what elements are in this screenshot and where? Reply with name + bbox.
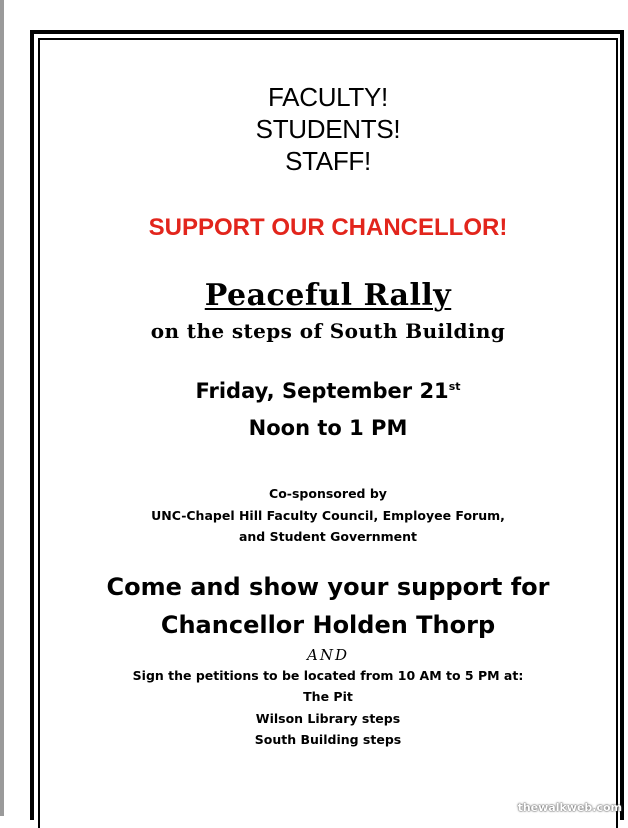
- watermark: thewalkweb.com: [517, 801, 622, 814]
- support-line-2: Chancellor Holden Thorp: [160, 611, 496, 639]
- cosponsor-orgs: UNC-Chapel Hill Faculty Council, Employee Forum,: [151, 508, 505, 523]
- event-date: [38, 381, 618, 402]
- location-pit: The Pit: [303, 689, 353, 704]
- callout-students: STUDENTS!: [255, 114, 401, 144]
- rally-subtitle: on the steps of South Building: [150, 319, 506, 343]
- date-suffix: st: [448, 380, 461, 393]
- event-date-text: Friday, September 21: [195, 379, 449, 403]
- callout-staff: STAFF!: [285, 146, 371, 176]
- page-edge: [0, 0, 4, 816]
- rally-title: Peaceful Rally: [204, 278, 452, 313]
- callout-faculty: FACULTY!: [268, 82, 388, 112]
- location-wilson-library: Wilson Library steps: [255, 711, 401, 726]
- cosponsor-orgs-2: and Student Government: [238, 529, 418, 544]
- location-south-building: South Building steps: [254, 732, 402, 747]
- support-line-1: Come and show your support for: [106, 573, 550, 601]
- and-word: AND: [307, 646, 349, 664]
- cosponsor-heading: Co-sponsored by: [269, 486, 387, 501]
- support-headline: SUPPORT OUR CHANCELLOR!: [148, 214, 508, 241]
- petition-intro: Sign the petitions to be located from 10 AM to 5 PM at:: [132, 668, 524, 683]
- event-time: Noon to 1 PM: [248, 416, 408, 440]
